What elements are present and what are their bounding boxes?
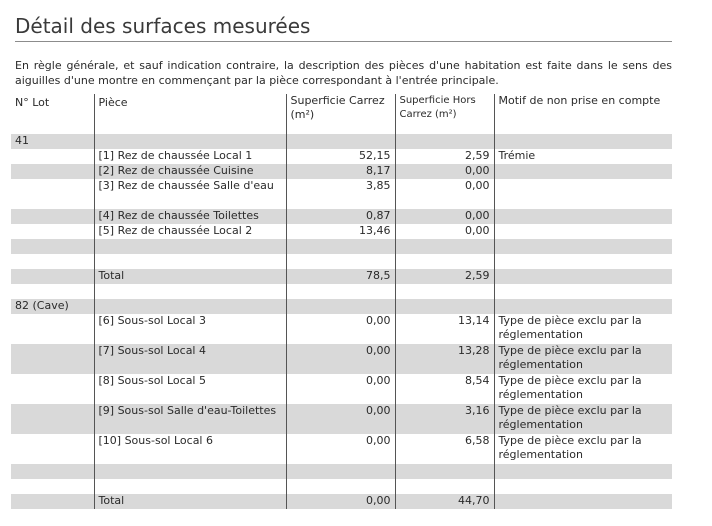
- hors-carrez-cell: 13,14: [395, 314, 494, 344]
- motif-cell: Type de pièce exclu par la réglementation: [494, 314, 672, 344]
- carrez-cell: 13,46: [286, 224, 395, 239]
- header-piece: Pièce: [94, 94, 286, 134]
- hors-carrez-cell: 6,58: [395, 434, 494, 464]
- spacer-row: [11, 239, 672, 254]
- piece-cell: [5] Rez de chaussée Local 2: [94, 224, 286, 239]
- carrez-cell: 0,00: [286, 374, 395, 404]
- table-row: [11, 374, 672, 404]
- table-row: [11, 164, 672, 179]
- total-row: [11, 269, 672, 284]
- carrez-cell: 3,85: [286, 179, 395, 209]
- total-hors-carrez: 44,70: [395, 494, 494, 509]
- motif-cell: Trémie: [494, 149, 672, 164]
- piece-cell: [7] Sous-sol Local 4: [94, 344, 286, 374]
- total-row: [11, 494, 672, 509]
- motif-cell: Type de pièce exclu par la réglementation: [494, 434, 672, 464]
- piece-cell: [9] Sous-sol Salle d'eau-Toilettes: [94, 404, 286, 434]
- hors-carrez-cell: 8,54: [395, 374, 494, 404]
- piece-cell: [4] Rez de chaussée Toilettes: [94, 209, 286, 224]
- header-motif: Motif de non prise en compte: [494, 94, 672, 134]
- carrez-cell: 0,00: [286, 434, 395, 464]
- carrez-cell: 8,17: [286, 164, 395, 179]
- table-row: [11, 344, 672, 374]
- table-row: [11, 179, 672, 209]
- table-row: [11, 404, 672, 434]
- motif-cell: [494, 179, 672, 209]
- header-hors-carrez: Superficie Hors Carrez (m²): [395, 94, 494, 134]
- piece-cell: [2] Rez de chaussée Cuisine: [94, 164, 286, 179]
- table-row: [11, 209, 672, 224]
- motif-cell: Type de pièce exclu par la réglementation: [494, 404, 672, 434]
- piece-cell: [3] Rez de chaussée Salle d'eau: [94, 179, 286, 209]
- hors-carrez-cell: 2,59: [395, 149, 494, 164]
- lot-row: [11, 299, 672, 314]
- total-label: Total: [94, 494, 286, 509]
- header-carrez: Superficie Carrez (m²): [286, 94, 395, 134]
- table-header: [11, 94, 672, 134]
- hors-carrez-cell: 0,00: [395, 164, 494, 179]
- surfaces-table: [11, 94, 672, 509]
- table-row: [11, 434, 672, 464]
- table-row: [11, 149, 672, 164]
- piece-cell: [8] Sous-sol Local 5: [94, 374, 286, 404]
- motif-cell: [494, 164, 672, 179]
- spacer-row: [11, 254, 672, 269]
- lot-name: 41: [11, 134, 94, 149]
- hors-carrez-cell: 0,00: [395, 224, 494, 239]
- motif-cell: [494, 209, 672, 224]
- spacer-row: [11, 284, 672, 299]
- hors-carrez-cell: 0,00: [395, 179, 494, 209]
- piece-cell: [10] Sous-sol Local 6: [94, 434, 286, 464]
- lot-row: [11, 134, 672, 149]
- spacer-row: [11, 464, 672, 479]
- total-carrez: 0,00: [286, 494, 395, 509]
- header-lot: N° Lot: [15, 96, 50, 109]
- hors-carrez-cell: 3,16: [395, 404, 494, 434]
- carrez-cell: 52,15: [286, 149, 395, 164]
- table-row: [11, 224, 672, 239]
- piece-cell: [6] Sous-sol Local 3: [94, 314, 286, 344]
- spacer-row: [11, 479, 672, 494]
- motif-cell: [494, 224, 672, 239]
- hors-carrez-cell: 0,00: [395, 209, 494, 224]
- total-hors-carrez: 2,59: [395, 269, 494, 284]
- piece-cell: [1] Rez de chaussée Local 1: [94, 149, 286, 164]
- carrez-cell: 0,87: [286, 209, 395, 224]
- page-title: Détail des surfaces mesurées: [15, 14, 672, 42]
- motif-cell: Type de pièce exclu par la réglementation: [494, 344, 672, 374]
- total-label: Total: [94, 269, 286, 284]
- lot-name: 82 (Cave): [11, 299, 94, 314]
- motif-cell: Type de pièce exclu par la réglementation: [494, 374, 672, 404]
- table-row: [11, 314, 672, 344]
- carrez-cell: 0,00: [286, 344, 395, 374]
- carrez-cell: 0,00: [286, 314, 395, 344]
- carrez-cell: 0,00: [286, 404, 395, 434]
- total-carrez: 78,5: [286, 269, 395, 284]
- hors-carrez-cell: 13,28: [395, 344, 494, 374]
- intro-text: En règle générale, et sauf indication contraire, la description des pièces d'une habitation est faite dans le sens des aiguilles d'une montre en commençant par la pièce correspondant à l'entrée principale.: [15, 59, 672, 87]
